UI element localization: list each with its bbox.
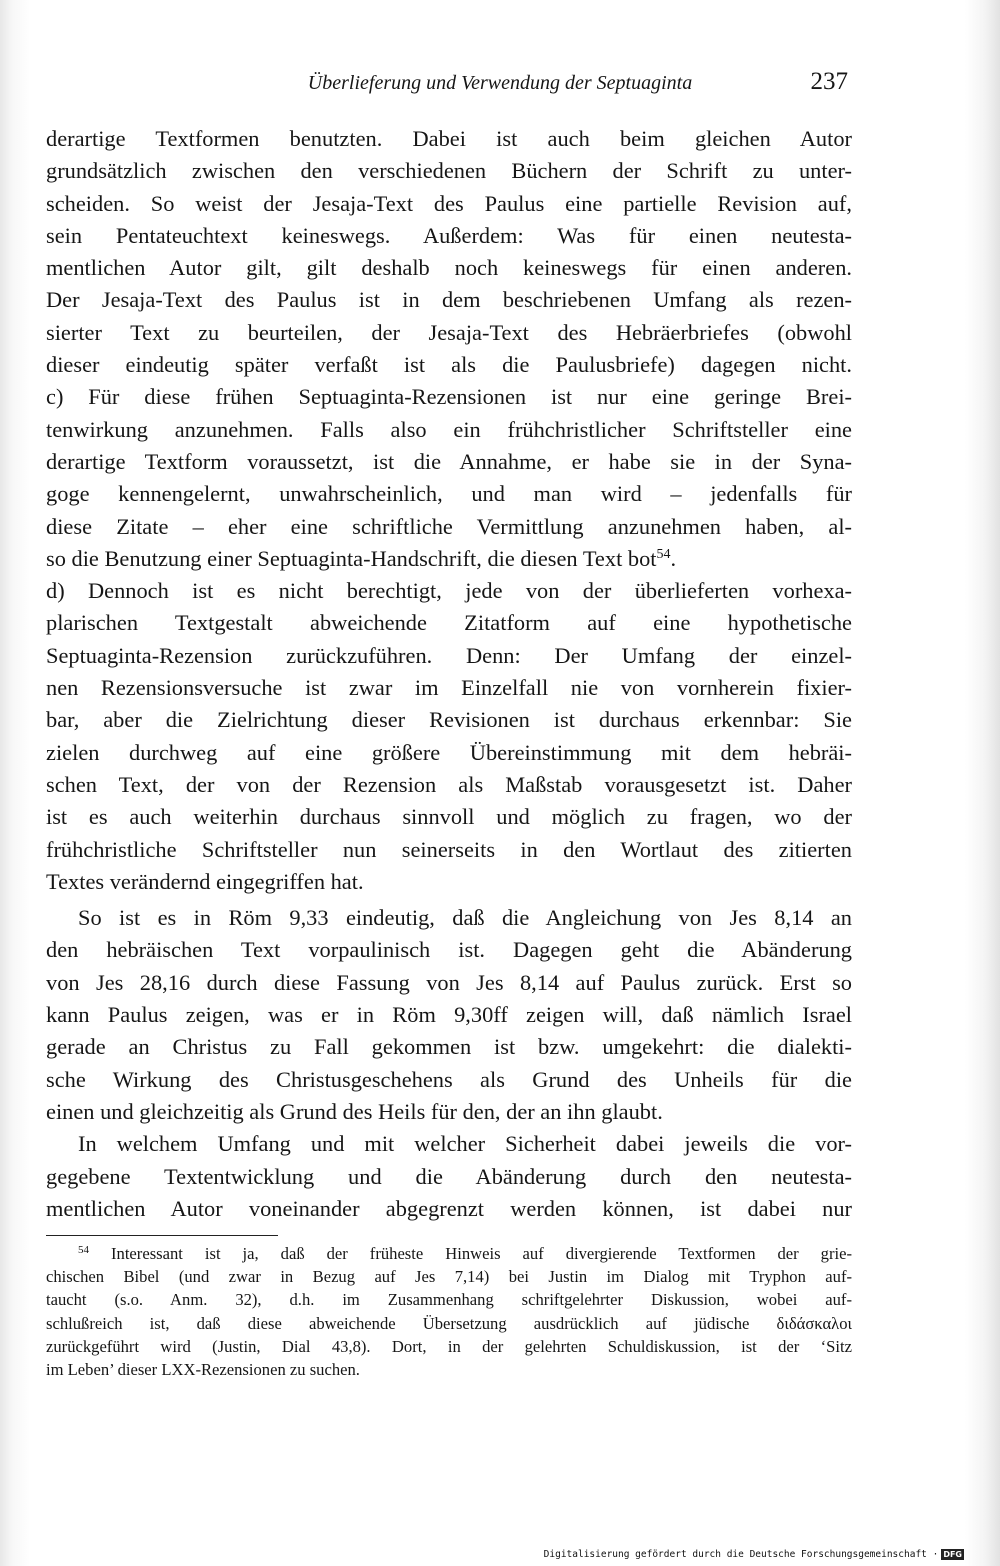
text-line: zielen durchweg auf eine größere Übereinstimmung mit dem hebräi- xyxy=(46,739,852,765)
dfg-logo-icon: DFG xyxy=(943,1550,962,1559)
paragraph-start: So ist es in Röm 9,33 eindeutig, daß die Angleichung von Jes 8,14 an xyxy=(78,905,852,931)
page-header xyxy=(0,68,1000,102)
footnote-block xyxy=(46,1242,852,1381)
text-line: den hebräischen Text vorpaulinisch ist. Dagegen geht die Abänderung xyxy=(46,937,852,963)
footnote-line: chischen Bibel (und zwar in Bezug auf Jes 7,14) bei Justin im Dialog mit Tryphon auf- xyxy=(46,1267,852,1287)
footnote-line: zurückgeführt wird (Justin, Dial 43,8). Dort, in der gelehrten Schuldiskussion, ist der ‘Sitz xyxy=(46,1336,852,1356)
body-text xyxy=(46,123,852,1225)
text-line: grundsätzlich zwischen den verschiedenen Büchern der Schrift zu unter- xyxy=(46,158,852,184)
text-line: sein Pentateuchtext keineswegs. Außerdem: Was für einen neutesta- xyxy=(46,222,852,248)
text-line: mentlichen Autor gilt, gilt deshalb noch keineswegs für einen anderen. xyxy=(46,255,852,281)
text-line: kann Paulus zeigen, was er in Röm 9,30ff zeigen will, daß nämlich Israel xyxy=(46,1002,852,1028)
text-line: goge kennengelernt, unwahrscheinlich, und man wird – jedenfalls für xyxy=(46,481,852,507)
text-line: ist es auch weiterhin durchaus sinnvoll und möglich zu fragen, wo der xyxy=(46,804,852,830)
text-line: Der Jesaja-Text des Paulus ist in dem beschriebenen Umfang als rezen- xyxy=(46,287,852,313)
text-line: mentlichen Autor voneinander abgegrenzt werden können, ist dabei nur xyxy=(46,1195,852,1221)
text-line: von Jes 28,16 durch diese Fassung von Jes 8,14 auf Paulus zurück. Erst so xyxy=(46,969,852,995)
page-number: 237 xyxy=(810,68,848,95)
text-line: tenwirkung anzunehmen. Falls also ein frühchristlicher Schriftsteller eine xyxy=(46,416,852,442)
text-line: d) Dennoch ist es nicht berechtigt, jede von der überlieferten vorhexa- xyxy=(46,578,852,604)
text-line: schen Text, der von der Rezension als Maßstab vorausgesetzt ist. Daher xyxy=(46,771,852,797)
sentence-end: . xyxy=(670,545,677,571)
footnote-separator xyxy=(46,1235,278,1236)
text-line: Textes verändernd eingegriffen hat. xyxy=(46,868,364,894)
text-line: plarischen Textgestalt abweichende Zitatform auf eine hypothetische xyxy=(46,610,852,636)
text-line: dieser eindeutig später verfaßt ist als die Paulusbriefe) dagegen nicht. xyxy=(46,352,852,378)
paragraph-start: In welchem Umfang und mit welcher Sicherheit dabei jeweils die vor- xyxy=(78,1131,852,1157)
text-line: gegebene Textentwicklung und die Abänderung durch den neutesta- xyxy=(46,1163,852,1189)
digitization-credit xyxy=(544,1549,964,1560)
footnote-line: schlußreich ist, daß diese abweichende Übersetzung ausdrücklich auf jüdische διδάσκαλοι xyxy=(46,1313,852,1333)
text-line: bar, aber die Zielrichtung dieser Revisionen ist durchaus erkennbar: Sie xyxy=(46,707,852,733)
text-line: einen und gleichzeitig als Grund des Heils für den, der an ihn glaubt. xyxy=(46,1098,663,1124)
credit-text: Digitalisierung gefördert durch die Deutsche Forschungsgemeinschaft · xyxy=(543,1549,939,1560)
footnote-reference[interactable]: 54 xyxy=(656,546,671,562)
text-line: nen Rezensionsversuche ist zwar im Einzelfall nie von vornherein fixier- xyxy=(46,675,852,701)
text-line: frühchristliche Schriftsteller nun seinerseits in den Wortlaut des zitierten xyxy=(46,836,852,862)
footnote-line: im Leben’ dieser LXX-Rezensionen zu suchen. xyxy=(46,1359,360,1379)
text-line: scheiden. So weist der Jesaja-Text des Paulus eine partielle Revision auf, xyxy=(46,190,852,216)
text-line: derartige Textform voraussetzt, ist die Annahme, er habe sie in der Syna- xyxy=(46,448,852,474)
text-line: Septuaginta-Rezension zurückzuführen. Denn: Der Umfang der einzel- xyxy=(46,642,852,668)
footnote-text: Interessant ist ja, daß der früheste Hinweis auf divergierende Textformen der grie- xyxy=(111,1244,852,1263)
text-line: sche Wirkung des Christusgeschehens als Grund des Unheils für die xyxy=(46,1066,852,1092)
footnote-number: 54 xyxy=(78,1244,89,1256)
text-line: diese Zitate – eher eine schriftliche Vermittlung anzunehmen haben, al- xyxy=(46,513,852,539)
footnote-first-line xyxy=(46,1242,852,1265)
running-head: Überlieferung und Verwendung der Septuaginta xyxy=(307,72,693,94)
text-line: c) Für diese frühen Septuaginta-Rezensionen ist nur eine geringe Brei- xyxy=(46,384,852,410)
text-line: derartige Textformen benutzten. Dabei ist auch beim gleichen Autor xyxy=(46,126,852,151)
text-line: sierter Text zu beurteilen, der Jesaja-Text des Hebräerbriefes (obwohl xyxy=(46,319,852,345)
text-line-content: so die Benutzung einer Septuaginta-Handschrift, die diesen Text bot xyxy=(46,545,657,571)
text-line-with-footnote xyxy=(46,543,852,575)
text-line: gerade an Christus zu Fall gekommen ist bzw. umgekehrt: die dialekti- xyxy=(46,1034,852,1060)
footnote-line: taucht (s.o. Anm. 32), d.h. im Zusammenhang schriftgelehrter Diskussion, wobei auf- xyxy=(46,1290,852,1310)
